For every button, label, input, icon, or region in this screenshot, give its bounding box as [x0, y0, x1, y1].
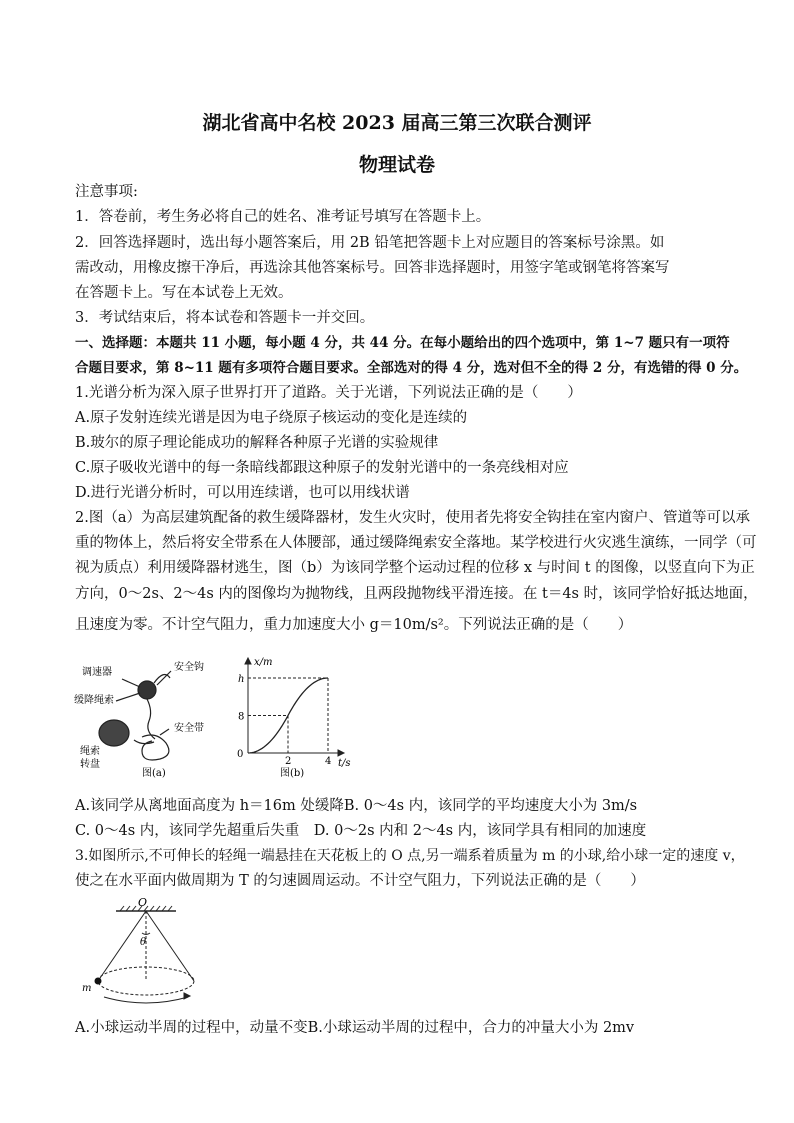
- notice-heading: 注意事项:: [75, 184, 138, 200]
- x-axis-arrow-icon: [338, 750, 344, 756]
- figure-b-caption: 图(b): [280, 768, 305, 779]
- notice-item-1: 1．答卷前，考生务必将自己的姓名、准考证号填写在答题卡上。: [75, 209, 491, 225]
- page-subtitle: 物理试卷: [358, 154, 435, 176]
- y-axis-arrow-icon: [245, 658, 251, 664]
- label-regulator: 调速器: [82, 667, 112, 678]
- tick-label-h: h: [238, 674, 245, 685]
- hook-leader-line: [157, 671, 171, 685]
- ball-icon: [95, 978, 102, 985]
- q2-options-c-d: C. 0～4s 内，该同学先超重后失重 D. 0～2s 内和 2～4s 内，该同学具有相同的加速度: [75, 823, 647, 839]
- page-title: 湖北省高中名校 2023 届高三第三次联合测评: [202, 112, 592, 134]
- belt-icon: [142, 735, 169, 760]
- q3-figure: [76, 893, 216, 1018]
- q1-option-c: C.原子吸收光谱中的每一条暗线都跟这种原子的发射光谱中的一条亮线相对应: [75, 460, 569, 476]
- string-line: [98, 911, 146, 981]
- q3-stem-line-1: 3.如图所示,不可伸长的轻绳一端悬挂在天花板上的 O 点,另一端系着质量为 m 的小球,给小球一定的速度 v，: [75, 848, 745, 864]
- q2-stem-line-5: 且速度为零。不计空气阻力，重力加速度大小 g＝10m/s²。下列说法正确的是（ ）: [75, 617, 633, 633]
- notice-item-3: 3．考试结束后，将本试卷和答题卡一并交回。: [75, 310, 375, 326]
- label-m: m: [82, 983, 92, 994]
- q3-options-a-b: A.小球运动半周的过程中，动量不变B.小球运动半周的过程中，合力的冲量大小为 2mv: [75, 1020, 635, 1036]
- q2-figure-b: [228, 655, 351, 780]
- q2-stem-line-3: 视为质点）利用缓降器材逃生，图（b）为该同学整个运动过程的位移 x 与时间 t 的图像，以竖直向下为正: [75, 560, 755, 576]
- label-theta: θ: [140, 937, 147, 948]
- q1-option-a: A.原子发射连续光谱是因为电子绕原子核运动的变化是连续的: [75, 410, 468, 426]
- tick-label-t2: 2: [285, 756, 292, 767]
- section-1-instructions-line-1: 一、选择题：本题共 11 小题，每小题 4 分，共 44 分。在每小题给出的四个选项中，第 1~7 题只有一项符: [75, 335, 730, 351]
- q2-stem-line-4: 方向，0～2s、2～4s 内的图像均为抛物线，且两段抛物线平滑连接。在 t＝4s 时，该同学恰好抵达地面，: [75, 586, 758, 602]
- q1-stem: 1.光谱分析为深入原子世界打开了道路。关于光谱，下列说法正确的是（ ）: [75, 385, 582, 401]
- q3-stem-line-2: 使之在水平面内做周期为 T 的匀速圆周运动。不计空气阻力，下列说法正确的是（ ）: [75, 873, 645, 889]
- x-axis-label: t/s: [338, 758, 351, 769]
- tick-label-t4: 4: [325, 756, 332, 767]
- y-axis-label: x/m: [254, 657, 273, 668]
- notice-item-2-line-3: 在答题卡上。写在本试卷上无效。: [75, 285, 293, 301]
- q2-stem-line-1: 2.图（a）为高层建筑配备的救生缓降器材，发生火灾时，使用者先将安全钩挂在室内窗户、管道等可以承: [75, 510, 750, 526]
- q2-figure-a: [74, 655, 224, 780]
- section-1-instructions-line-2: 合题目要求，第 8~11 题有多项符合题目要求。全部选对的得 4 分，选对但不全的得 2 分，有选错的得 0 分。: [75, 360, 748, 376]
- notice-item-2-line-1: 2．回答选择题时，选出每小题答案后，用 2B 铅笔把答题卡上对应题目的答案标号涂黑。如: [75, 235, 665, 251]
- q1-option-d: D.进行光谱分析时，可以用连续谱，也可以用线状谱: [75, 485, 410, 501]
- label-reel-2: 转盘: [80, 759, 100, 770]
- hook-icon: [154, 674, 170, 683]
- rope-line: [147, 699, 155, 739]
- q1-option-b: B.玻尔的原子理论能成功的解释各种原子光谱的实验规律: [75, 435, 439, 451]
- label-rope: 缓降绳索: [74, 695, 114, 706]
- label-belt: 安全带: [174, 723, 204, 734]
- cone-edge-line: [146, 911, 194, 981]
- q2-stem-line-2: 重的物体上，然后将安全带系在人体腰部，通过缓降绳索安全落地。某学校进行火灾逃生演练，一同学（可: [75, 535, 757, 551]
- tick-label-x8: 8: [238, 711, 245, 723]
- reel-icon: [99, 720, 129, 746]
- motion-arrow-icon: [184, 993, 190, 999]
- q2-options-a-b: A.该同学从离地面高度为 h＝16m 处缓降B. 0～4s 内，该同学的平均速度大小为 3m/s: [75, 798, 638, 814]
- label-reel-1: 绳索: [80, 746, 100, 757]
- label-hook: 安全钩: [174, 662, 204, 673]
- notice-item-2-line-2: 需改动，用橡皮擦干净后，再选涂其他答案标号。回答非选择题时，用签字笔或钢笔将答案写: [75, 260, 670, 276]
- figure-a-caption: 图(a): [142, 768, 166, 779]
- regulator-icon: [138, 681, 156, 699]
- motion-arrow: [104, 997, 188, 1003]
- tick-label-0: 0: [237, 749, 244, 760]
- label-O: O: [138, 896, 148, 909]
